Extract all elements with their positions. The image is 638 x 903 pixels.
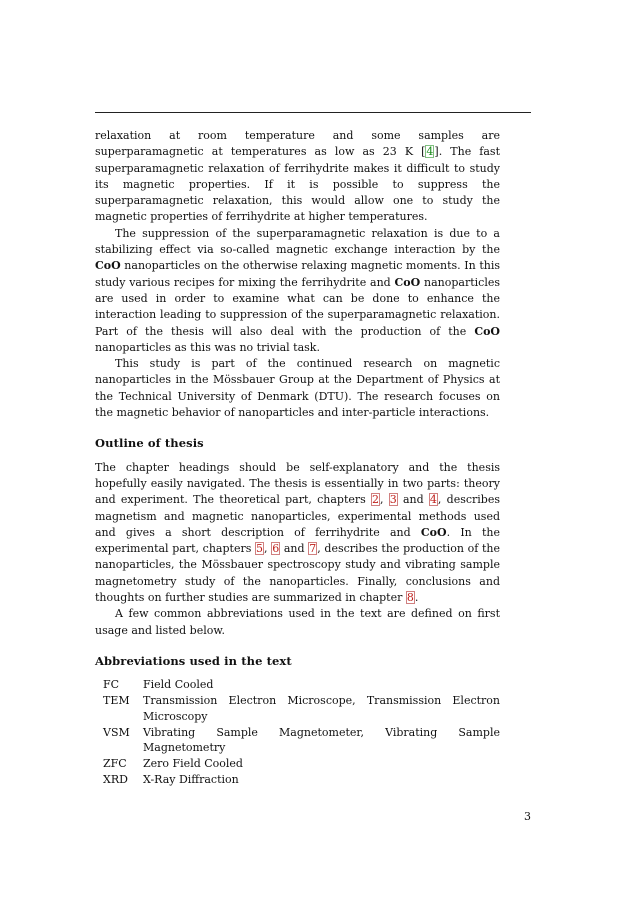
paragraph-outline: The chapter headings should be self-explanatory and the thesis hopefully easily navigated. The thesis is essentially in two parts: theory and experiment. The theoretical part, chapters 2, 3 and 4, describes magnetism and magnetic nanoparticles, experimental methods used and gives a short description of ferrihydrite and CoO. In the experimental part, chapters 5, 6 and 7, describes the production of the nanoparticles, the Mössbauer spectroscopy study and vibrating sample magnetometry study of the nanoparticles. Finally, conclusions and thoughts on further studies are summarized in chapter 8. xyxy=(95,460,500,605)
abbreviations-heading: Abbreviations used in the text xyxy=(95,653,292,668)
abbr-value: Zero Field Cooled xyxy=(143,757,243,771)
abbr-value: X-Ray Diffraction xyxy=(143,772,239,786)
list-item xyxy=(103,693,500,725)
abbr-value: Vibrating Sample Magnetometer, Vibrating Sample Magnetometry xyxy=(143,725,500,755)
page-number: 3 xyxy=(524,810,531,823)
chapter-link-3[interactable]: 3 xyxy=(389,493,397,507)
outline-heading: Outline of thesis xyxy=(95,436,204,451)
paragraph-research: This study is part of the continued research on magnetic nanoparticles in the Mössbauer Group at the Department of Physics at the Technical University of Denmark (DTU). The research focuses on the magnetic behavior of nanoparticles and inter-particle interactions. xyxy=(95,357,500,420)
paragraph-intro: relaxation at room temperature and some samples are superparamagnetic at temperatures as low as 23 K [4]. The fast superparamagnetic relaxation of ferrihydrite makes it difficult to study its magnetic properties. If it is possible to suppress the superparamagnetic relaxation, this would allow one to study the magnetic properties of ferrihydrite at higher temperatures. xyxy=(95,129,500,224)
chapter-link-4[interactable]: 4 xyxy=(429,493,437,507)
abbr-value: Transmission Electron Microscope, Transmission Electron Microscopy xyxy=(143,694,500,723)
abbr-key: TEM xyxy=(103,694,130,707)
citation-link-4[interactable]: 4 xyxy=(426,145,434,159)
abbr-key: ZFC xyxy=(103,757,127,771)
list-item xyxy=(103,772,500,788)
list-item xyxy=(103,677,500,693)
page-body xyxy=(95,128,500,788)
paragraph-suppression: The suppression of the superparamagnetic relaxation is due to a stabilizing effect via so-called magnetic exchange interaction by the CoO nanoparticles on the otherwise relaxing magnetic moments. In this study various recipes for mixing the ferrihydrite and CoO nanoparticles are used in order to examine what can be done to enhance the interaction leading to suppression of the superparamagnetic relaxation. Part of the thesis will also deal with the production of the CoO nanoparticles as this was no trivial task. xyxy=(95,226,500,354)
chapter-link-5[interactable]: 5 xyxy=(256,542,264,556)
chapter-link-2[interactable]: 2 xyxy=(372,493,380,507)
abbreviations-list xyxy=(103,677,500,788)
list-item xyxy=(103,725,500,757)
abbr-key: VSM xyxy=(103,725,130,739)
chapter-link-6[interactable]: 6 xyxy=(272,542,280,556)
abbr-value: Field Cooled xyxy=(143,678,214,692)
header-rule xyxy=(95,112,531,113)
chapter-link-7[interactable]: 7 xyxy=(309,542,317,556)
abbr-key: FC xyxy=(103,678,120,692)
abbr-key: XRD xyxy=(103,772,128,786)
chapter-link-8[interactable]: 8 xyxy=(406,591,414,605)
list-item xyxy=(103,756,500,772)
paragraph-abbrev-intro: A few common abbreviations used in the text are defined on first usage and listed below. xyxy=(95,607,500,637)
